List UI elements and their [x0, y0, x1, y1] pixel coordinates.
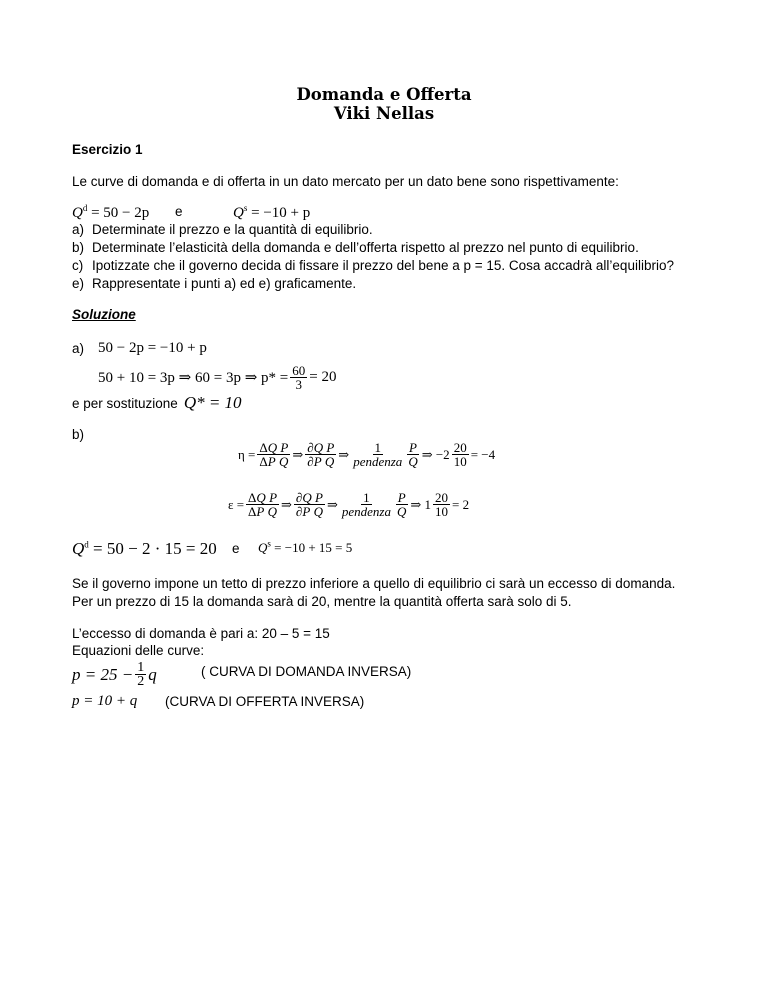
excess-demand-text: L’eccesso di domanda è pari a: 20 – 5 = 15	[72, 626, 330, 641]
inverse-supply-label: (CURVA DI OFFERTA INVERSA)	[165, 694, 365, 709]
substitution-line: e per sostituzione Q* = 10	[72, 393, 242, 412]
eta-elasticity: η = $\frac{\text{ΔQ P}}{\text{ΔP Q}}$ ⇒ $\frac{\text{∂Q P}}{\text{∂P Q}}$ ⇒ $\frac{1}{\text{pendenza}}$ $\frac{P}{Q}$ ⇒ −2 $\frac{20}{10}$ = −4	[238, 440, 496, 469]
fraction-60-3: $\frac{60}{3}$	[292, 363, 306, 392]
solution-a-line2: 50 + 10 = 3p ⇒ 60 = 3p ⇒ p* = $\frac{60}{3}$ = 20	[98, 363, 337, 392]
exercise-heading: Esercizio 1	[72, 142, 143, 157]
solution-a-line1: 50 − 2p = −10 + p	[98, 340, 207, 356]
solution-b-label: b)	[72, 427, 85, 442]
calc-connector: e	[232, 541, 240, 556]
question-a: a) Determinate il prezzo e la quantità di equilibrio.	[72, 222, 373, 237]
equation-connector: e	[175, 204, 183, 219]
paragraph-line-1: Se il governo impone un tetto di prezzo inferiore a quello di equilibrio ci sarà un eccesso di domanda.	[72, 576, 676, 591]
document-title: Domanda e Offerta	[296, 85, 472, 104]
question-b: b) Determinate l’elasticità della domanda e dell’offerta rispetto al prezzo nel punto di equilibrio.	[72, 240, 639, 255]
inverse-demand-label: ( CURVA DI DOMANDA INVERSA)	[201, 664, 412, 679]
qd-calculation: $Q^d = 50 - 2 \cdot 15 = 20$	[72, 539, 217, 558]
epsilon-elasticity: ε = $\frac{\text{ΔQ P}}{\text{ΔP Q}}$ ⇒ $\frac{\text{∂Q P}}{\text{∂P Q}}$ ⇒ $\frac{1}{\text{pendenza}}$ $\frac{P}{Q}$ ⇒ 1 $\frac{20}{10}$ = 2	[228, 490, 470, 519]
solution-heading: Soluzione	[72, 307, 136, 322]
solution-a-label: a)	[72, 341, 85, 356]
qs-calculation: $Q^s = -10 + 15 = 5$	[258, 538, 353, 555]
exercise-intro: Le curve di domanda e di offerta in un dato mercato per un dato bene sono rispettivamente:	[72, 174, 619, 189]
paragraph-line-2: Per un prezzo di 15 la domanda sarà di 20, mentre la quantità offerta sarà solo di 5.	[72, 594, 572, 609]
demand-equation: $Q^d = 50 - 2p$	[72, 203, 150, 221]
question-e: e) Rappresentate i punti a) ed e) graficamente.	[72, 276, 357, 291]
curves-heading: Equazioni delle curve:	[72, 643, 205, 658]
inverse-demand-equation: p = 25 − $\frac{1}{2}$ q	[72, 660, 157, 689]
question-c: c) Ipotizzate che il governo decida di fissare il prezzo del bene a p = 15. Cosa accadrà all’equilibrio?	[72, 258, 674, 273]
supply-equation: $Q^s = -10 + p$	[233, 203, 311, 221]
document-author: Viki Nellas	[333, 104, 435, 123]
inverse-supply-equation: p = 10 + q	[72, 693, 138, 709]
